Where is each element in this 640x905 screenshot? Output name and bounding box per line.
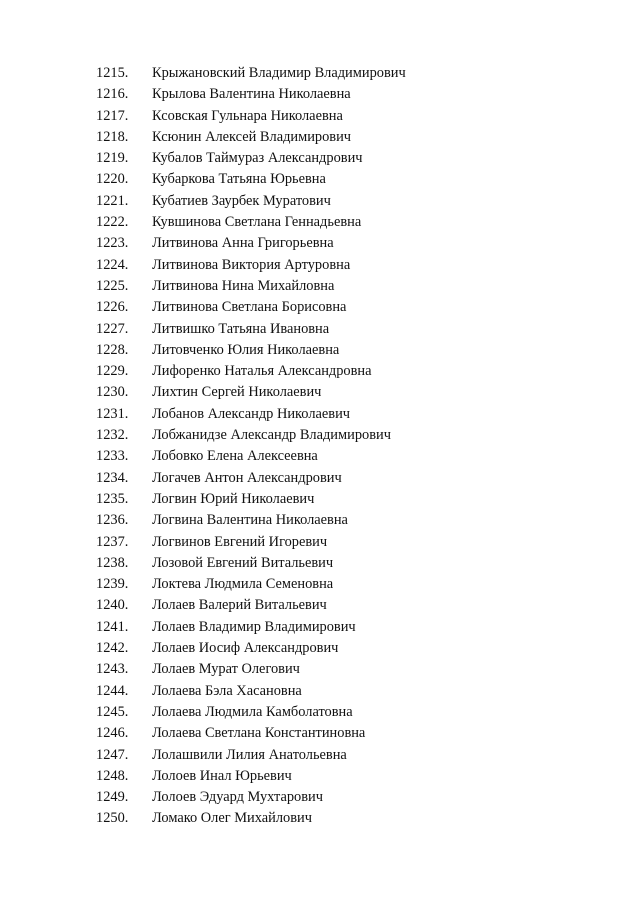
entry-number: 1219. [96,150,129,167]
list-item [0,638,640,659]
entry-number: 1247. [96,746,129,763]
entry-number: 1242. [96,640,129,657]
list-item [0,681,640,702]
list-item [0,404,640,425]
entry-number: 1215. [96,65,129,81]
entry-number: 1230. [96,384,129,401]
entry-number: 1238. [96,554,129,571]
entry-name: Литовченко Юлия Николаевна [152,341,340,358]
entry-name: Лолаева Светлана Константиновна [152,725,366,742]
entry-number: 1222. [96,214,129,231]
entry-name: Кувшинова Светлана Геннадьевна [152,214,362,231]
entry-number: 1217. [96,107,129,124]
list-item [0,319,640,340]
entry-number: 1248. [96,767,129,784]
list-item [0,510,640,531]
entry-name: Ксюнин Алексей Владимирович [152,128,352,145]
entry-number: 1236. [96,512,129,529]
entry-name: Ломако Олег Михайлович [152,810,312,827]
entry-name: Лолаева Бэла Хасановна [152,682,302,699]
entry-name: Лифоренко Наталья Александровна [152,363,372,380]
entry-name: Логачев Антон Александрович [152,469,342,486]
entry-number: 1237. [96,533,129,550]
entry-name: Лобовко Елена Алексеевна [152,448,318,465]
list-item [0,595,640,616]
entry-number: 1223. [96,235,129,252]
entry-name: Лихтин Сергей Николаевич [152,384,322,401]
entry-name: Лолаев Иосиф Александрович [152,640,339,657]
entry-number: 1235. [96,490,129,507]
entry-name: Литвинова Нина Михайловна [152,277,335,294]
entry-name: Лолоев Эдуард Мухтарович [152,789,323,806]
name-list [0,63,640,830]
entry-number: 1239. [96,576,129,593]
entry-name: Лобжанидзе Александр Владимирович [152,427,391,444]
list-item [0,276,640,297]
list-item [0,212,640,233]
entry-number: 1244. [96,682,129,699]
entry-number: 1246. [96,725,129,742]
entry-number: 1250. [96,810,129,827]
entry-name: Литвишко Татьяна Ивановна [152,320,330,337]
entry-name: Крыжановский Владимир Владимирович [152,65,406,81]
list-item [0,532,640,553]
entry-number: 1249. [96,789,129,806]
entry-name: Логвина Валентина Николаевна [152,512,348,529]
entry-name: Кубатиев Заурбек Муратович [152,192,331,209]
entry-name: Крылова Валентина Николаевна [152,86,351,103]
entry-number: 1245. [96,703,129,720]
entry-number: 1216. [96,86,129,103]
list-item [0,382,640,403]
entry-name: Лобанов Александр Николаевич [152,405,351,422]
entry-number: 1233. [96,448,129,465]
entry-name: Лолаев Владимир Владимирович [152,618,356,635]
list-item [0,489,640,510]
entry-number: 1243. [96,661,129,678]
list-item [0,659,640,680]
list-item [0,63,640,84]
list-item [0,766,640,787]
entry-name: Локтева Людмила Семеновна [152,576,334,593]
list-item [0,233,640,254]
entry-number: 1241. [96,618,129,635]
entry-number: 1218. [96,128,129,145]
list-item [0,808,640,829]
entry-name: Лолаев Мурат Олегович [152,661,300,678]
entry-number: 1234. [96,469,129,486]
entry-name: Литвинова Светлана Борисовна [152,299,347,316]
entry-number: 1220. [96,171,129,188]
entry-number: 1227. [96,320,129,337]
entry-name: Логвин Юрий Николаевич [152,490,315,507]
list-item [0,106,640,127]
entry-number: 1231. [96,405,129,422]
list-item [0,84,640,105]
list-item [0,553,640,574]
entry-name: Лолашвили Лилия Анатольевна [152,746,347,763]
list-item [0,191,640,212]
entry-name: Ксовская Гульнара Николаевна [152,107,343,124]
entry-number: 1224. [96,256,129,273]
entry-name: Кубаркова Татьяна Юрьевна [152,171,326,188]
list-item [0,745,640,766]
list-item [0,574,640,595]
list-item [0,468,640,489]
entry-number: 1225. [96,277,129,294]
list-item [0,446,640,467]
entry-name: Лолаева Людмила Камболатовна [152,703,353,720]
list-item [0,148,640,169]
entry-number: 1232. [96,427,129,444]
entry-name: Литвинова Анна Григорьевна [152,235,334,252]
list-item [0,169,640,190]
list-item [0,361,640,382]
list-item [0,723,640,744]
entry-number: 1226. [96,299,129,316]
list-item [0,297,640,318]
entry-number: 1240. [96,597,129,614]
entry-name: Лолаев Валерий Витальевич [152,597,327,614]
list-item [0,787,640,808]
entry-name: Кубалов Таймураз Александрович [152,150,363,167]
list-item [0,702,640,723]
list-item [0,617,640,638]
list-item [0,255,640,276]
entry-number: 1228. [96,341,129,358]
list-item [0,425,640,446]
entry-number: 1221. [96,192,129,209]
entry-number: 1229. [96,363,129,380]
list-item [0,340,640,361]
entry-name: Логвинов Евгений Игоревич [152,533,328,550]
entry-name: Лозовой Евгений Витальевич [152,554,334,571]
entry-name: Литвинова Виктория Артуровна [152,256,351,273]
entry-name: Лолоев Инал Юрьевич [152,767,292,784]
list-item [0,127,640,148]
